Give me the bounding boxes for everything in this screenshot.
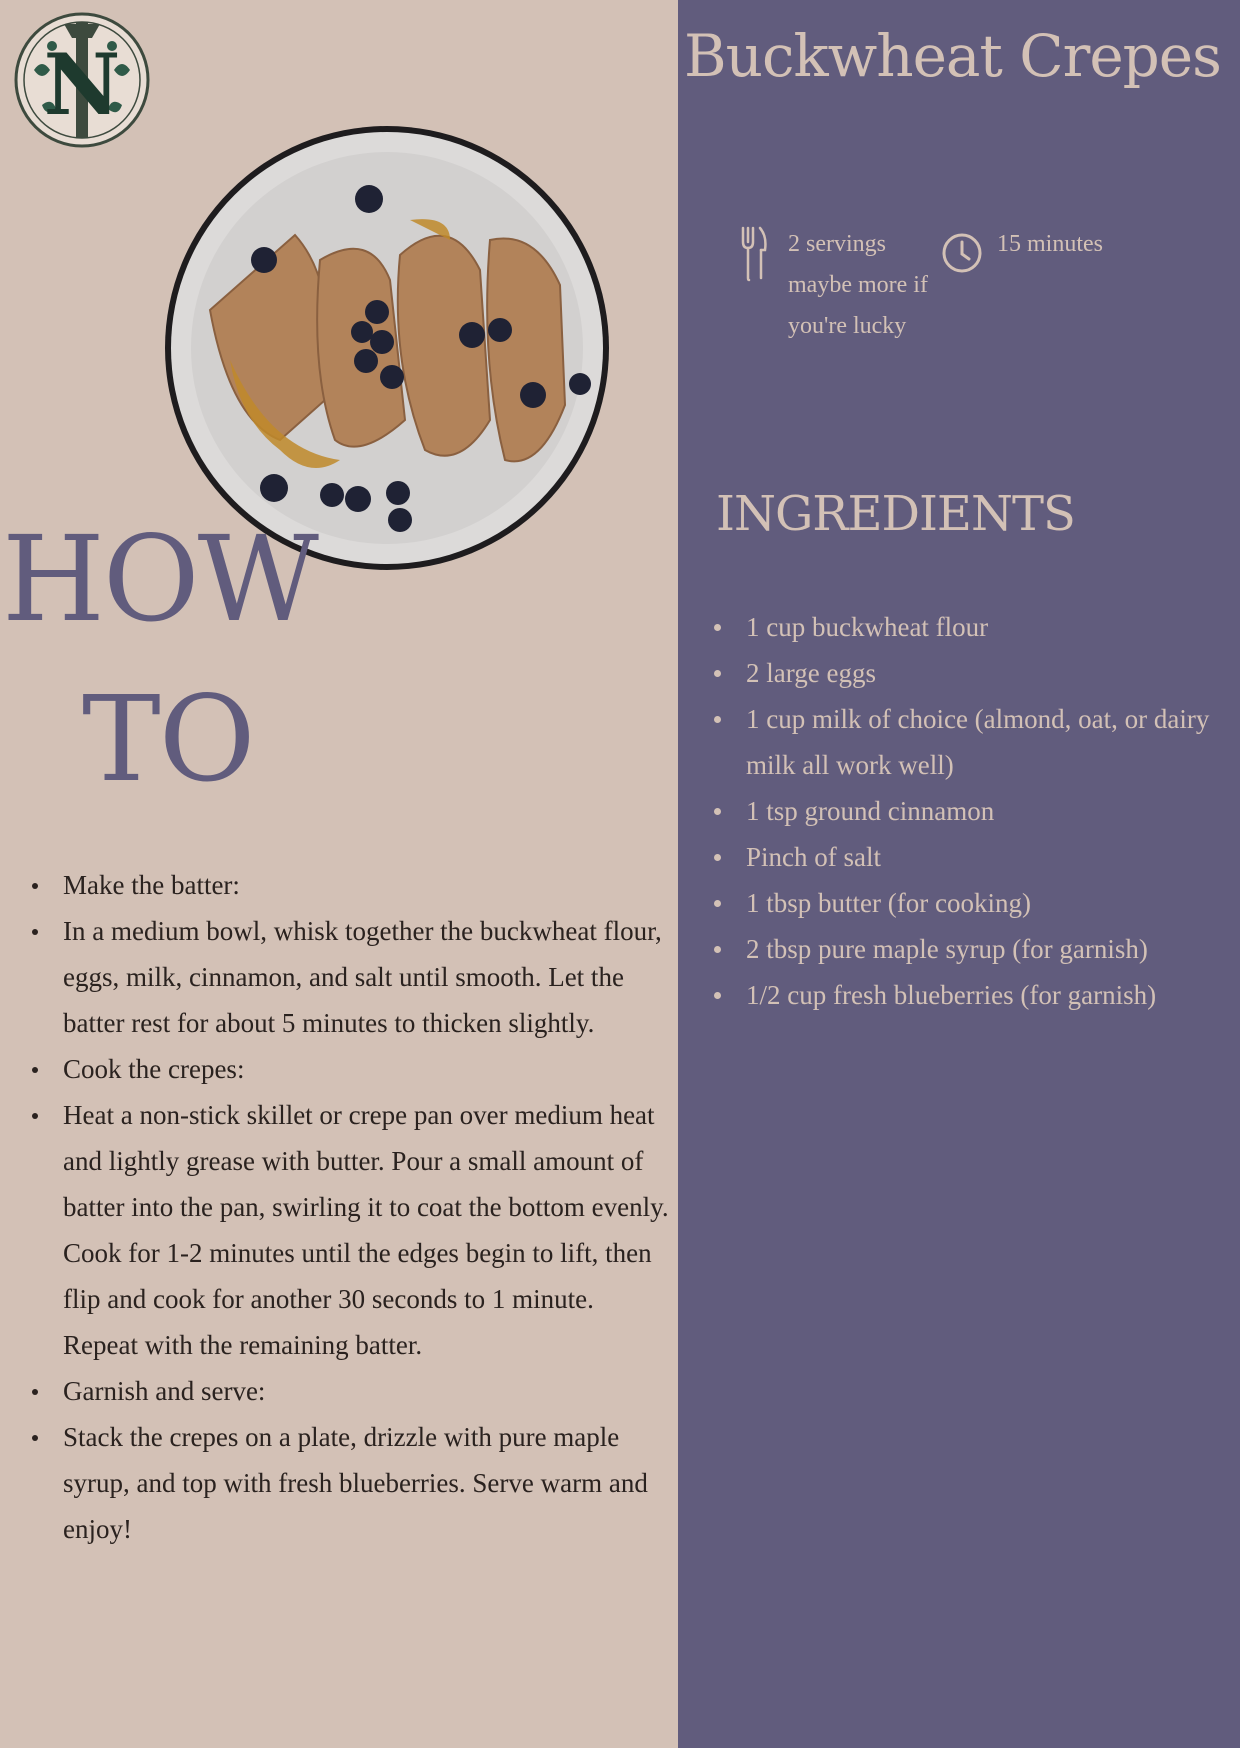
clock-icon [941,232,983,274]
instruction-step: Cook the crepes: [30,1046,670,1092]
instruction-step: Garnish and serve: [30,1368,670,1414]
servings-text: 2 servings maybe more if you're lucky [788,231,928,339]
instruction-step: In a medium bowl, whisk together the buckwheat flour, eggs, milk, cinnamon, and salt until smooth. Let the batter rest for about 5 minutes to thicken slightly. [30,908,670,1046]
instruction-step: Make the batter: [30,862,670,908]
ingredient-item: Pinch of salt [712,834,1232,880]
ingredient-item: 2 tbsp pure maple syrup (for garnish) [712,926,1232,972]
instructions-list [30,862,670,1552]
ingredient-item: 1 tbsp butter (for cooking) [712,880,1232,926]
time-text: 15 minutes [997,231,1103,257]
fork-knife-icon [740,226,768,282]
ingredients-title: INGREDIENTS [716,486,1075,542]
crepes-plate-image [160,120,610,576]
recipe-title: Buckwheat Crepes [684,22,1221,90]
ingredient-item: 1 cup milk of choice (almond, oat, or dairy milk all work well) [712,696,1232,788]
to-heading: TO [82,670,254,808]
ingredient-item: 1/2 cup fresh blueberries (for garnish) [712,972,1232,1018]
ingredient-item: 1 tsp ground cinnamon [712,788,1232,834]
instruction-step: Heat a non-stick skillet or crepe pan over medium heat and lightly grease with butter. Pour a small amount of batter into the pan, swirling it to coat the bottom evenly. Cook for 1-2 minutes until the edges begin to lift, then flip and cook for another 30 seconds to 1 minute. Repeat with the remaining batter. [30,1092,670,1368]
ingredients-list [712,604,1232,1018]
svg-text:N: N [43,35,121,134]
ingredient-item: 2 large eggs [712,650,1232,696]
monogram-logo [12,10,152,150]
instruction-step: Stack the crepes on a plate, drizzle with pure maple syrup, and top with fresh blueberries. Serve warm and enjoy! [30,1414,670,1552]
ingredient-item: 1 cup buckwheat flour [712,604,1232,650]
how-heading: HOW [2,510,317,648]
